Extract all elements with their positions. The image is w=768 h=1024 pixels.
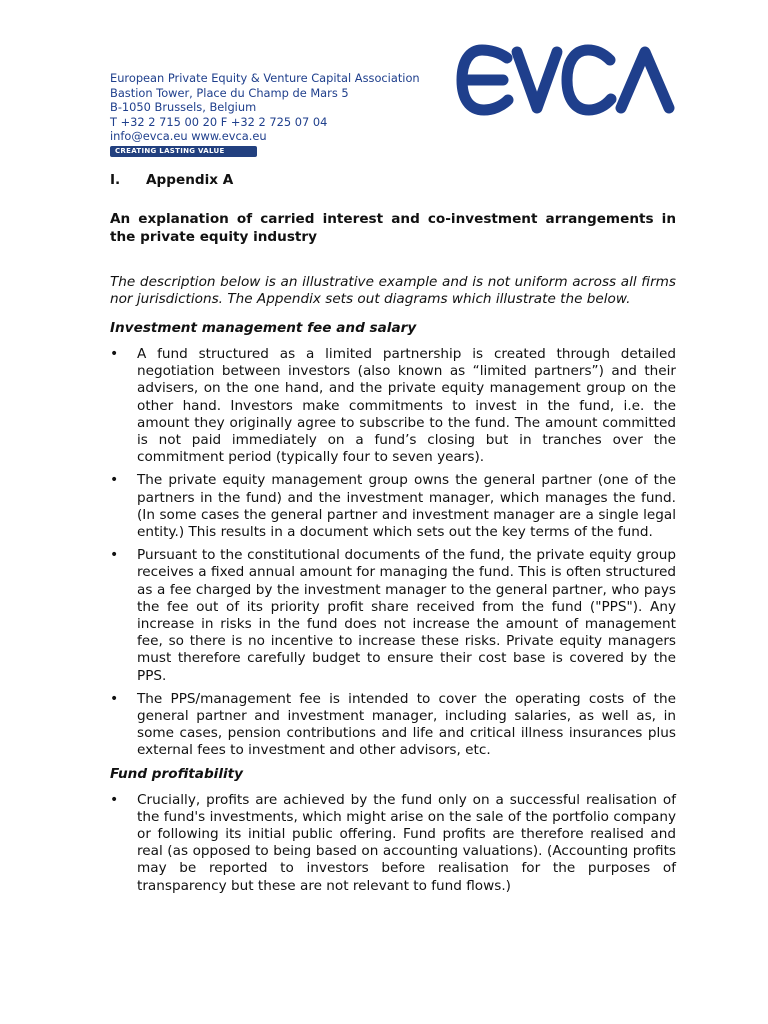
document-title: An explanation of carried interest and co-investment arrangements in the private equity industry (110, 211, 676, 245)
list-item (110, 346, 676, 466)
document-body (110, 172, 676, 901)
section-heading (110, 172, 676, 188)
intro-paragraph: The description below is an illustrative example and is not uniform across all firms nor jurisdictions. The Appendix sets out diagrams which illustrate the below. (110, 274, 676, 307)
bullet-icon: • (110, 690, 119, 707)
tagline-badge: CREATING LASTING VALUE (110, 146, 257, 157)
address-line-2: B-1050 Brussels, Belgium (110, 100, 257, 115)
bullet-text: The PPS/management fee is intended to cover the operating costs of the general partner and investment manager, including salaries, as well as, in some cases, pension contributions and life and critical illness insurances plus external fees to investment and other advisors, etc. (137, 690, 676, 759)
list-item (110, 472, 676, 541)
bullet-icon: • (110, 791, 119, 808)
bullet-text: Pursuant to the constitutional documents of the fund, the private equity group receives a fixed annual amount for managing the fund. This is often structured as a fee charged by the investment manager to the general partner, who pays the fee out of its priority profit share received from the fund ("PPS"). Any increase in risks in the fund does not increase the amount of management fee, so there is no incentive to increase these risks. Private equity managers must therefore carefully budget to ensure their cost base is covered by the PPS. (137, 547, 676, 684)
bullet-text: Crucially, profits are achieved by the fund only on a successful realisation of the fund's investments, which might arise on the sale of the portfolio company or following its initial public offering. Fund profits are therefore realised and real (as opposed to being based on accounting valuations). (Accounting profits may be reported to investors before realisation for the purposes of transparency but these are not relevant to fund flows.) (137, 791, 676, 894)
email-web: info@evca.eu www.evca.eu (110, 129, 267, 144)
list-item (110, 792, 676, 895)
subheading-fund-profitability: Fund profitability (110, 765, 244, 782)
bullet-icon: • (110, 472, 119, 489)
evca-logo (455, 42, 677, 118)
letterhead (110, 71, 430, 157)
address-line-1: Bastion Tower, Place du Champ de Mars 5 (110, 85, 349, 100)
bullet-list-fund-profitability (110, 792, 676, 895)
section-number: I. (110, 172, 121, 188)
bullet-icon: • (110, 346, 119, 362)
bullet-text: A fund structured as a limited partnership is created through detailed negotiation between investors (also known as “limited partners”) and their advisers, on the one hand, and the private equity management group on the other hand. Investors make commitments to invest in the fund, i.e. the amount they originally agree to subscribe to the fund. The amount committed is not paid immediately on a fund’s closing but in tranches over the commitment period (typically four to seven years). (137, 346, 676, 466)
list-item (110, 547, 676, 685)
list-item (110, 691, 676, 760)
subheading-fee-salary: Investment management fee and salary (110, 320, 417, 336)
phone-fax: T +32 2 715 00 20 F +32 2 725 07 04 (110, 114, 328, 129)
bullet-text: The private equity management group owns the general partner (one of the partners in the fund) and the investment manager, which manages the fund. (In some cases the general partner and investment manager are a single legal entity.) This results in a document which sets out the key terms of the fund. (137, 472, 676, 541)
section-title: Appendix A (146, 172, 234, 188)
bullet-list-fee-salary (110, 346, 676, 760)
bullet-icon: • (110, 547, 119, 564)
association-name: European Private Equity & Venture Capital Association (110, 71, 420, 85)
